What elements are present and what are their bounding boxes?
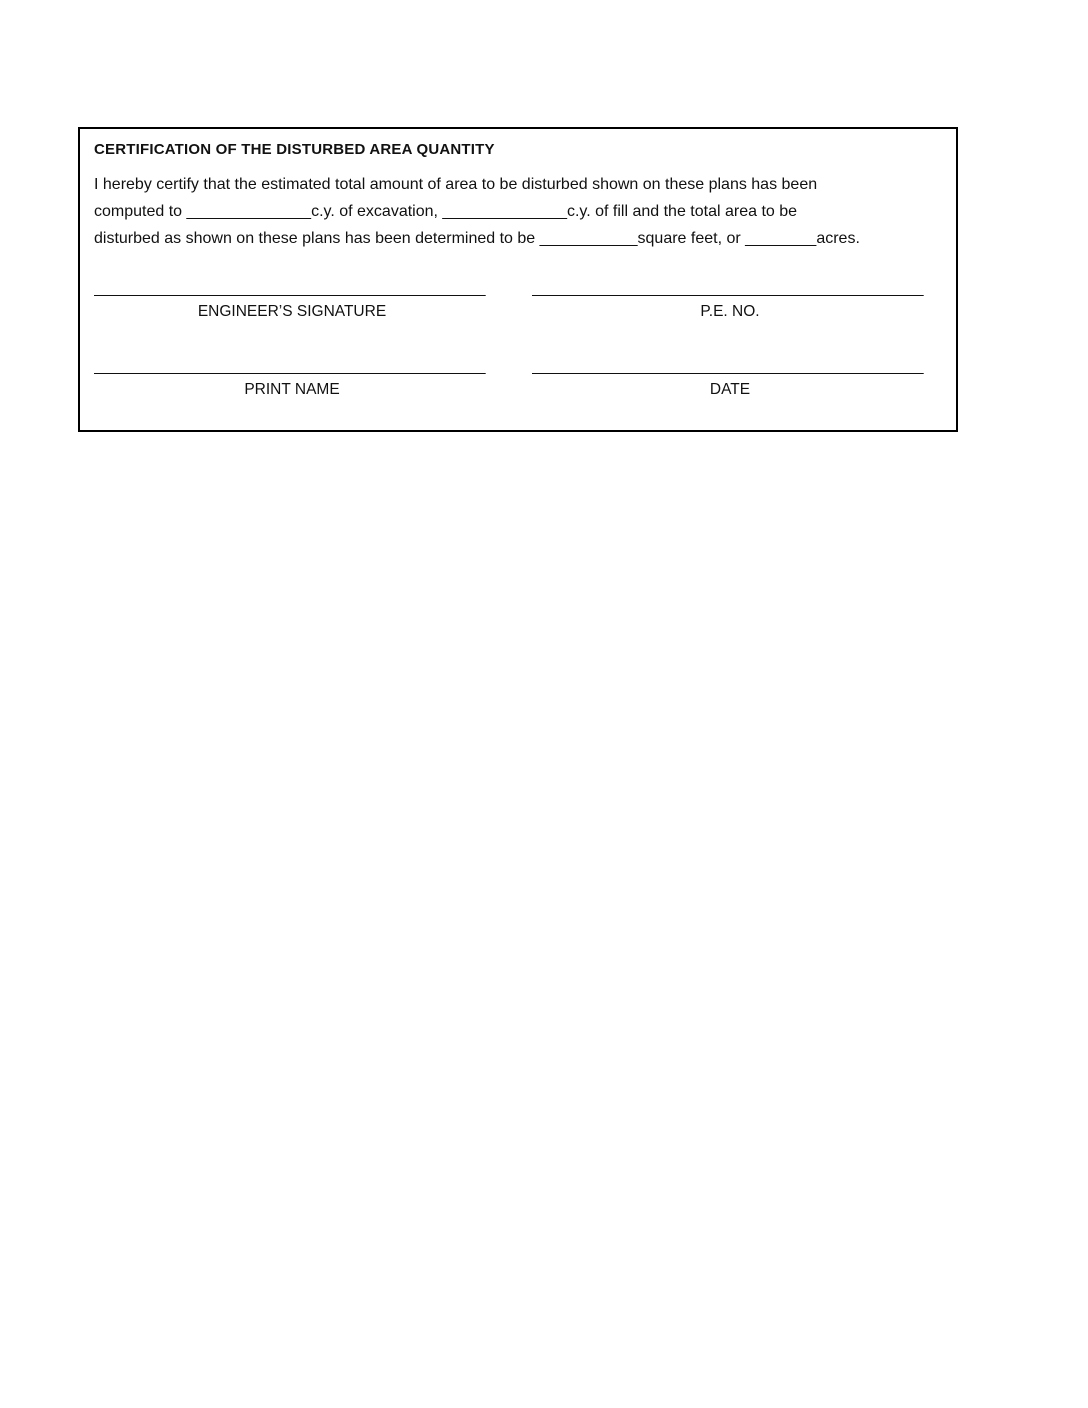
certification-paragraph-line: disturbed as shown on these plans has been determined to be ___________square feet, or ________acres. — [94, 230, 860, 247]
pe-no-field — [532, 279, 928, 321]
print-name-field — [94, 357, 490, 399]
signature-row-2 — [94, 357, 942, 399]
print-name-label: PRINT NAME — [244, 381, 340, 398]
certification-paragraph — [94, 171, 942, 252]
date-line: ____________________________________________ — [532, 358, 924, 375]
pe-no-label: P.E. NO. — [700, 303, 760, 320]
engineer-signature-field — [94, 279, 490, 321]
certification-paragraph-line: computed to ______________c.y. of excavation, ______________c.y. of fill and the total area to be — [94, 203, 798, 220]
print-name-line: ____________________________________________ — [94, 358, 486, 375]
engineer-signature-label: ENGINEER’S SIGNATURE — [197, 303, 387, 320]
pe-no-line: ____________________________________________ — [532, 280, 924, 297]
signature-row-1 — [94, 279, 942, 321]
date-field — [532, 357, 928, 399]
date-label: DATE — [709, 381, 751, 398]
engineer-signature-line: ____________________________________________ — [94, 280, 486, 297]
certification-box — [78, 127, 958, 432]
certification-title: CERTIFICATION OF THE DISTURBED AREA QUANTITY — [94, 141, 495, 158]
certification-paragraph-line: I hereby certify that the estimated total amount of area to be disturbed shown on these plans has been — [94, 176, 818, 193]
